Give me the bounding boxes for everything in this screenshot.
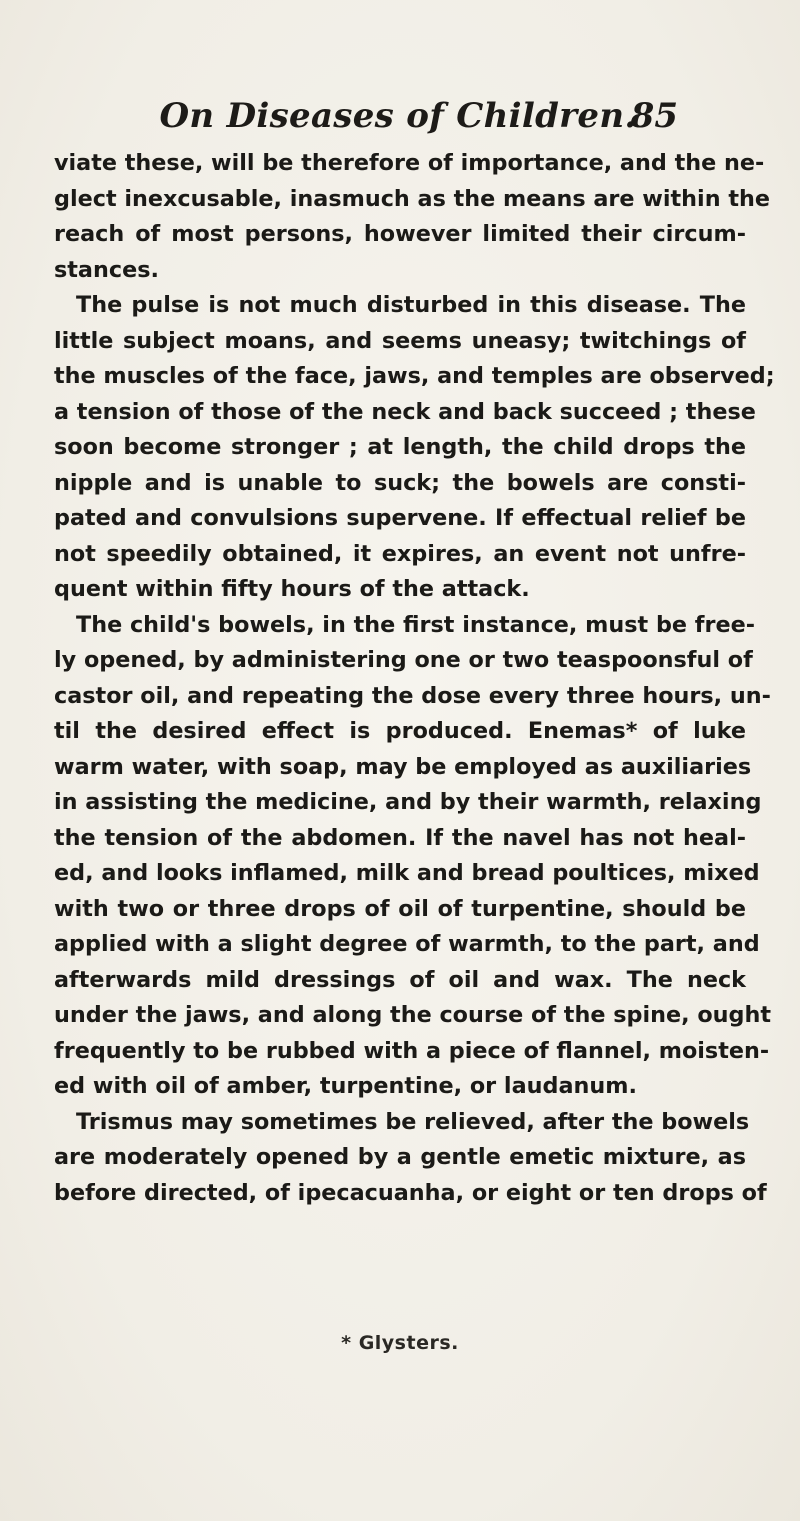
text-line: pated and convulsions supervene. If effectual relief be — [54, 505, 746, 531]
text-line: frequently to be rubbed with a piece of flannel, moisten- — [54, 1037, 770, 1064]
text-line: viate these, will be therefore of importance, and the ne- — [54, 150, 765, 176]
page-number: 85 — [630, 96, 678, 136]
text-line: a tension of those of the neck and back succeed ; these — [54, 398, 756, 425]
body-text — [54, 146, 775, 1211]
text-line: in assisting the medicine, and by their warmth, relaxing — [54, 789, 762, 815]
text-line: The pulse is not much disturbed in this disease. The — [76, 292, 746, 318]
text-line: glect inexcusable, inasmuch as the means are within the — [54, 185, 770, 212]
text-line: applied with a slight degree of warmth, to the part, and — [54, 931, 760, 957]
text-line: are moderately opened by a gentle emetic mixture, as — [54, 1144, 746, 1170]
text-line: ed, and looks inflamed, milk and bread poultices, mixed — [54, 860, 760, 886]
text-line: soon become stronger ; at length, the child drops the — [54, 434, 746, 460]
text-line: the tension of the abdomen. If the navel has not heal- — [54, 824, 746, 851]
text-line: warm water, with soap, may be employed as auxiliaries — [54, 753, 752, 780]
text-line: with two or three drops of oil of turpentine, should be — [54, 895, 746, 922]
text-line: til the desired effect is produced. Enemas* of luke — [54, 718, 746, 744]
text-line: Trismus may sometimes be relieved, after the bowels — [76, 1108, 750, 1135]
text-line: castor oil, and repeating the dose every three hours, un- — [54, 682, 771, 709]
text-line: nipple and is unable to suck; the bowels are consti- — [54, 469, 746, 496]
text-line: little subject moans, and seems uneasy; twitchings of — [54, 327, 746, 354]
running-head — [118, 86, 678, 146]
text-line: The child's bowels, in the first instance, must be free- — [76, 611, 755, 638]
text-line: the muscles of the face, jaws, and temples are observed; — [54, 363, 775, 389]
running-title: On Diseases of Children. — [159, 96, 637, 136]
footnote: * Glysters. — [341, 1332, 459, 1354]
text-line: reach of most persons, however limited their circum- — [54, 221, 746, 247]
text-line: not speedily obtained, it expires, an event not unfre- — [54, 540, 746, 567]
text-line: quent within fifty hours of the attack. — [54, 576, 530, 602]
text-line: stances. — [54, 256, 159, 283]
text-line: ed with oil of amber, turpentine, or laudanum. — [54, 1073, 637, 1099]
text-line: before directed, of ipecacuanha, or eight or ten drops of — [54, 1179, 767, 1206]
text-line: ly opened, by administering one or two teaspoonsful of — [54, 647, 753, 673]
text-line: afterwards mild dressings of oil and wax. The neck — [54, 966, 746, 993]
text-line: under the jaws, and along the course of the spine, ought — [54, 1002, 772, 1028]
